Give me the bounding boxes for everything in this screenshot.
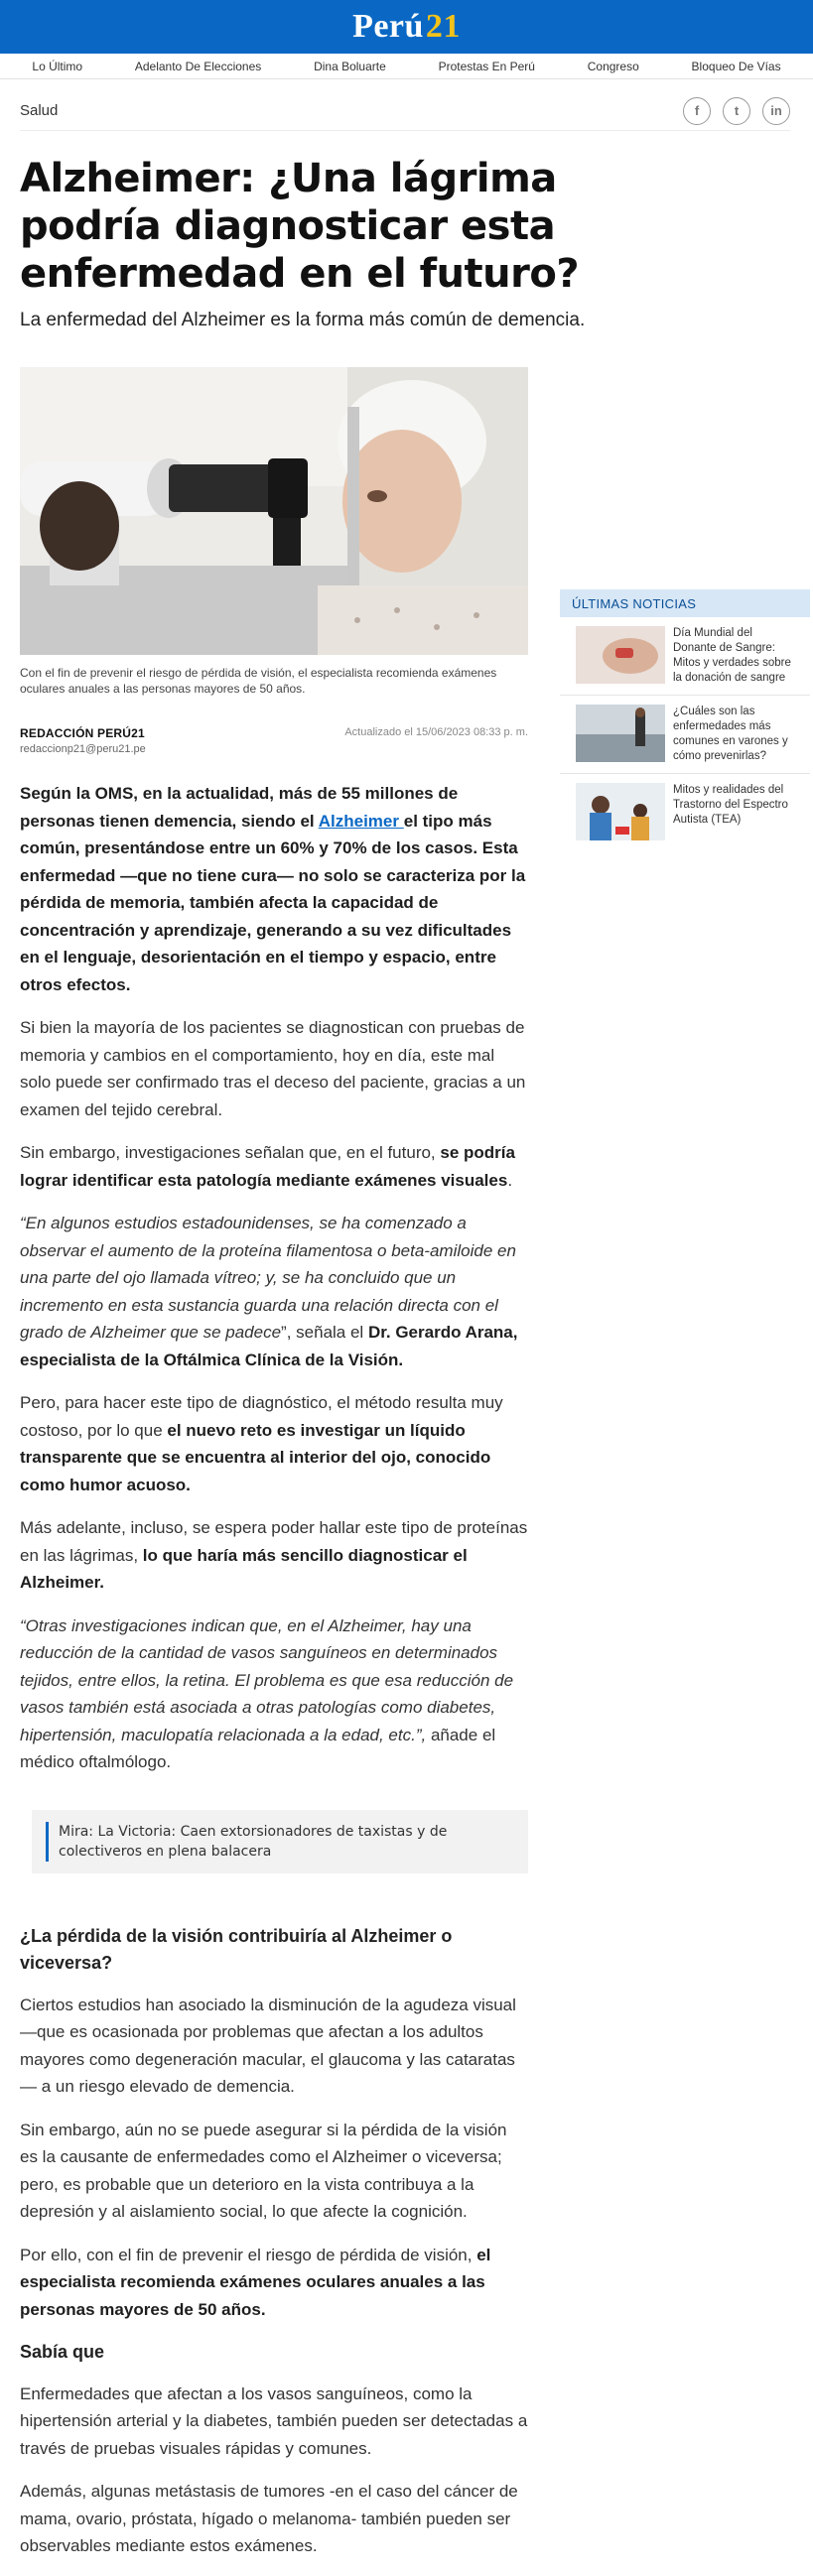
nav-item-congreso[interactable]: Congreso [587, 59, 639, 73]
nav-item-dina-boluarte[interactable]: Dina Boluarte [314, 59, 386, 73]
article-title: Alzheimer: ¿Una lágrima podría diagnosticar esta enfermedad en el futuro? [20, 156, 580, 297]
paragraph-7 [20, 1612, 528, 1776]
news-title[interactable]: ¿Cuáles son las enfermedades más comunes en varones y cómo prevenirlas? [673, 706, 788, 762]
p4-text-c: Dr. Gerardo Arana, especialista de la Oftálmica Clínica de la Visión. [20, 1323, 518, 1369]
paragraph-2: Si bien la mayoría de los pacientes se diagnostican con pruebas de memoria y cambios en el comportamiento, hoy en día, este mal solo puede ser confirmado tras el deceso del paciente, gracias a un examen del tejido cerebral. [20, 1018, 526, 1119]
p4-quote: “En algunos estudios estadounidenses, se ha comenzado a observar el aumento de la proteína filamentosa o beta-amiloide en una parte del ojo llamada vítreo; y, se ha concluido que un incremento en esta sustancia guarda una relación directa con el grado de Alzheimer que se padece [20, 1214, 516, 1342]
p1-text-b: el tipo más común, presentándose entre un 60% y 70% de los casos. Esta enfermedad —que no tiene cura— no solo se caracteriza por la pérdida de memoria, también afecta la capacidad de concentración y aprendizaje, generando a su vez dificultades en el lenguaje, desorientación en el tiempo y espacio, entre otros efectos. [20, 811, 526, 994]
paragraph-12: Además, algunas metástasis de tumores -en el caso del cáncer de mama, ovario, próstata, hígado o melanoma- también pueden ser observables mediante estos exámenes. [20, 2482, 518, 2555]
p10-text-b: el especialista recomienda exámenes oculares anuales a las personas mayores de 50 años. [20, 2245, 491, 2319]
p10-text-a: Por ello, con el fin de prevenir el riesgo de pérdida de visión, [20, 2245, 477, 2264]
p6-text-b: lo que haría más sencillo diagnosticar el Alzheimer. [20, 1545, 468, 1592]
article-hero-image [20, 367, 528, 655]
logo-number: 21 [425, 8, 461, 45]
news-title[interactable]: Día Mundial del Donante de Sangre: Mitos y verdades sobre la donación de sangre [673, 627, 791, 684]
p7-text-b: añade el médico oftalmólogo. [20, 1725, 496, 1771]
paragraph-10 [20, 2242, 528, 2324]
related-link-text[interactable]: Mira: La Victoria: Caen extorsionadores de taxistas y de colectiveros en plena balacera [46, 1822, 514, 1862]
eye-exam-illustration [20, 367, 528, 655]
alzheimer-link[interactable]: Alzheimer [318, 811, 404, 831]
p5-text-b: el nuevo reto es investigar un líquido transparente que se encuentra al interior del ojo, conocido como humor acuoso. [20, 1420, 491, 1494]
news-item[interactable] [560, 617, 810, 696]
paragraph-8: Ciertos estudios han asociado la disminución de la agudeza visual —que es ocasionada por problemas que afectan a los adultos mayores como degeneración macular, el glaucoma y las cataratas— a un riesgo elevado de demencia. [20, 1995, 516, 2096]
site-logo[interactable] [352, 8, 461, 46]
related-link-box[interactable] [32, 1810, 528, 1873]
news-item[interactable] [560, 774, 810, 849]
p3-text-b: se podría lograr identificar esta patología mediante exámenes visuales [20, 1143, 515, 1190]
sidebar-heading: ÚLTIMAS NOTICIAS [560, 589, 810, 617]
paragraph-4 [20, 1210, 528, 1373]
news-thumbnail[interactable] [576, 705, 665, 762]
subheading-1: ¿La pérdida de la visión contribuiría al Alzheimer o viceversa? [20, 1925, 453, 1973]
article-body [20, 780, 528, 2576]
p3-text-a: Sin embargo, investigaciones señalan que, en el futuro, [20, 1143, 441, 1162]
logo-text: Perú [352, 8, 424, 45]
nav-item-protestas[interactable]: Protestas En Perú [438, 59, 535, 73]
paragraph-9: Sin embargo, aún no se puede asegurar si la pérdida de la visión es la causante de enfermedades como el Alzheimer o viceversa; pero, es probable que un deterioro en la vista contribuya a la depresión y al aislamiento social, lo que afecte la cognición. [20, 2120, 507, 2221]
p6-text-a: Más adelante, incluso, se espera poder hallar este tipo de proteínas en las lágrimas, [20, 1518, 528, 1565]
paragraph-3 [20, 1139, 528, 1194]
news-item[interactable] [560, 696, 810, 774]
facebook-icon[interactable]: f [683, 97, 711, 125]
latest-news-sidebar [560, 589, 810, 849]
byline [20, 726, 528, 755]
section-bar [20, 91, 790, 131]
p4-text-b: ”, señala el [281, 1323, 368, 1342]
article-subtitle: La enfermedad del Alzheimer es la forma más común de demencia. [20, 310, 586, 330]
share-buttons [683, 97, 790, 125]
nav-item-bloqueo-vias[interactable]: Bloqueo De Vías [691, 59, 781, 73]
paragraph-6 [20, 1514, 528, 1597]
news-thumbnail[interactable] [576, 626, 665, 684]
p5-text-a: Pero, para hacer este tipo de diagnóstico, el método resulta muy costoso, por lo que [20, 1393, 503, 1440]
paragraph-5 [20, 1389, 528, 1498]
nav-item-lo-ultimo[interactable]: Lo Último [32, 59, 83, 73]
paragraph-11: Enfermedades que afectan a los vasos sanguíneos, como la hipertensión arterial y la diabetes, también pueden ser detectadas a través de pruebas visuales rápidas y comunes. [20, 2383, 528, 2458]
paragraph-1 [20, 780, 528, 998]
author-name[interactable]: REDACCIÓN PERÚ21 [20, 726, 145, 740]
linkedin-icon[interactable]: in [762, 97, 790, 125]
main-nav [0, 54, 813, 79]
p7-quote: “Otras investigaciones indican que, en el Alzheimer, hay una reducción de la cantidad de vasos sanguíneos en determinados tejidos, entre ellos, la retina. El problema es que esa reducción de vasos también está asociada a otras patologías como diabetes, hipertensión, maculopatía relacionada a la edad, etc.”, [20, 1615, 514, 1744]
section-label[interactable]: Salud [20, 102, 59, 119]
author-email: redaccionp21@peru21.pe [20, 743, 146, 755]
p1-text-a: Según la OMS, en la actualidad, más de 55 millones de personas tienen demencia, siendo el [20, 784, 459, 831]
subheading-2: Sabía que [20, 2342, 105, 2362]
site-header [0, 0, 813, 54]
news-title[interactable]: Mitos y realidades del Trastorno del Espectro Autista (TEA) [673, 784, 788, 826]
nav-item-adelanto-elecciones[interactable]: Adelanto De Elecciones [134, 59, 262, 73]
news-thumbnail[interactable] [576, 783, 665, 840]
twitter-icon[interactable]: t [723, 97, 750, 125]
updated-timestamp: Actualizado el 15/06/2023 08:33 p. m. [344, 726, 528, 738]
image-caption: Con el fin de prevenir el riesgo de pérdida de visión, el especialista recomienda exámenes oculares anuales a las personas mayores de 50 años. [20, 666, 497, 696]
p3-text-c: . [507, 1170, 513, 1190]
